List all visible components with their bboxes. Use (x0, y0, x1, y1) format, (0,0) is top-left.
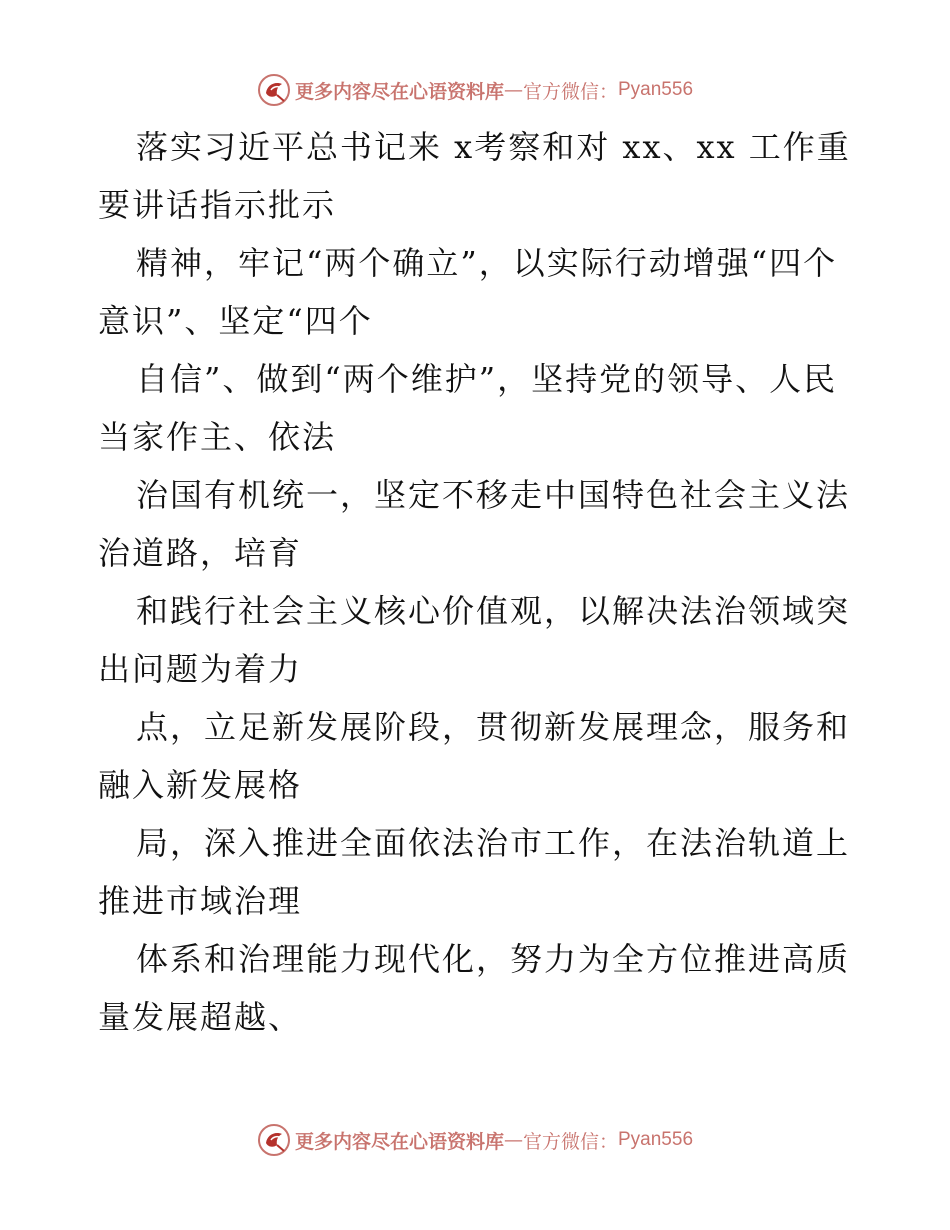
footer-watermark (0, 1120, 950, 1160)
watermark-main-text: 更多内容尽在心语资料库 (294, 1130, 504, 1153)
paragraph-7: 局，深入推进全面依法治市工作，在法治轨道上推进市域治理 (98, 824, 851, 920)
document-body (98, 118, 854, 1046)
rose-logo-icon (257, 73, 291, 107)
paragraph-6: 点，立足新发展阶段，贯彻新发展理念，服务和融入新发展格 (98, 708, 851, 804)
paragraph-2: 精神，牢记“两个确立”，以实际行动增强“四个意识”、坚定“四个 (98, 244, 838, 340)
header-watermark (0, 70, 950, 110)
paragraph-8: 体系和治理能力现代化，努力为全方位推进高质量发展超越、 (98, 940, 851, 1036)
watermark-main-text: 更多内容尽在心语资料库 (294, 80, 504, 103)
watermark-sub-text: 官方微信： (522, 80, 618, 103)
paragraph-3: 自信”、做到“两个维护”，坚持党的领导、人民当家作主、依法 (98, 360, 838, 456)
paragraph-1: 落实习近平总书记来 x考察和对 xx、xx 工作重要讲话指示批示 (98, 128, 851, 224)
watermark-wechat-id: Pyan556 (618, 79, 694, 100)
paragraph-5: 和践行社会主义核心价值观，以解决法治领域突出问题为着力 (98, 592, 851, 688)
watermark-sub-text: 官方微信： (522, 1130, 618, 1153)
watermark-wechat-id: Pyan556 (618, 1129, 694, 1150)
watermark-dash: — (503, 1129, 523, 1151)
paragraph-4: 治国有机统一，坚定不移走中国特色社会主义法治道路，培育 (98, 476, 851, 572)
watermark-dash: — (503, 79, 523, 101)
rose-logo-icon (257, 1123, 291, 1157)
